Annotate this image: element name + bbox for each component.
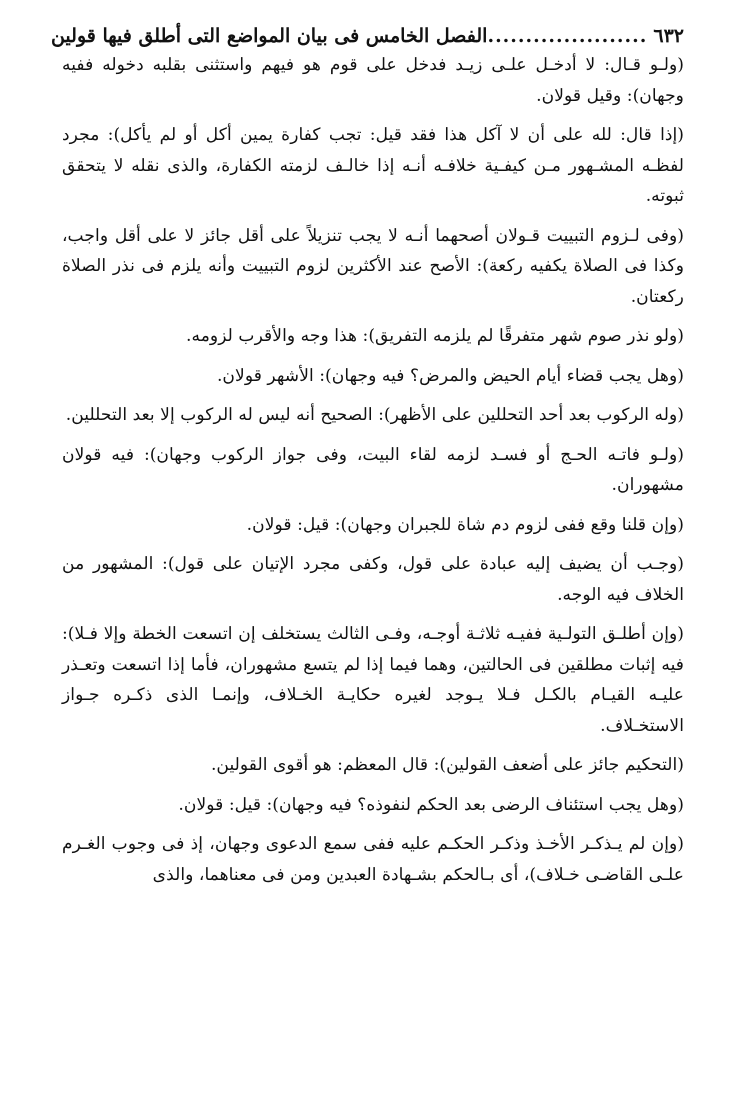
paragraph: (ولو نذر صوم شهر متفرقًا لم يلزمه التفريق): هذا وجه والأقرب لزومه.: [186, 326, 684, 346]
page-number: ٦٣٢: [653, 25, 684, 47]
header-title-group: [487, 24, 684, 48]
paragraph: (إذا قال: لله على أن لا آكل هذا فقد قيل: تجب كفارة يمين أكل أو لم يأكل): مجرد لفظـه المشـهور مـن كيفـية خلافـه أنـه إذا خالـف لزمته الكفارة، والذى نقله لا يتحقق ثبوته.: [62, 125, 684, 206]
paragraph: (ولـو فاتـه الحـج أو فسـد لزمه لقاء البيت، وفى جواز الركوب وجهان): فيه قولان مشهوران.: [62, 444, 684, 495]
paragraph: (التحكيم جائز على أضعف القولين): قال المعظم: هو أقوى القولين.: [210, 755, 684, 775]
header-leader-dots: .....................: [487, 25, 648, 47]
paragraph: (ولـو قـال: لا أدخـل علـى زيـد فدخل على قوم هو فيهم واستثنى بقلبه دخوله ففيه وجهان): وقيل قولان.: [62, 55, 684, 106]
paragraph: (وجـب أن يضيف إليه عبادة على قول، وكفى مجرد الإتيان على قول): المشهور من الخلاف فيه الوجه.: [62, 554, 684, 605]
running-header: [50, 24, 684, 48]
paragraph: (وهل يجب استئناف الرضى بعد الحكم لنفوذه؟ فيه وجهان): قيل: قولان.: [178, 794, 684, 815]
paragraph: (وإن قلنا وقع ففى لزوم دم شاة للجبران وجهان): قيل: قولان.: [246, 514, 684, 535]
paragraph: (وإن لم يـذكـر الأخـذ وذكـر الحكـم عليه ففى سمع الدعوى وجهان، إذ فى وجوب الغـرم علـى القاضـى خـلاف)، أى بـالحكم بشـهادة العبدين ومن فى معناهما، والذى: [62, 834, 684, 885]
body-text: [62, 50, 684, 890]
paragraph: (وهل يجب قضاء أيام الحيض والمرض؟ فيه وجهان): الأشهر قولان.: [216, 365, 684, 386]
book-page: [50, 24, 684, 1087]
chapter-title: الفصل الخامس فى بيان المواضع التى أطلق فيها قولين: [50, 25, 488, 47]
paragraph: (وله الركوب بعد أحد التحللين على الأظهر): الصحيح أنه ليس له الركوب إلا بعد التحللين.: [65, 405, 684, 425]
paragraph: (وفى لـزوم التبييت قـولان أصحهما أنـه لا يجب تنزيلاً على أقل جائز لا على أقل واجب، وكذا فى الصلاة يكفيه ركعة): الأصح عند الأكثرين لزوم التبييت وأنه يلزم فى نذر الصلاة ركعتان.: [62, 225, 684, 307]
paragraph: (وإن أطلـق التولـية ففيـه ثلاثـة أوجـه، وفـى الثالث يستخلف إن اتسعت الخطة وإلا فـلا): فيه إثبات مطلقين فى الحالتين، وهما فيما إذا لم يتسع مشهوران، فأما إذا اتسعت وتعـذر عليـه القيـام بالكـل فـلا يـوجد لغيره حكايـة الخـلاف، وإنمـا الذى ذكـره جـواز الاستخـلاف.: [62, 624, 684, 736]
